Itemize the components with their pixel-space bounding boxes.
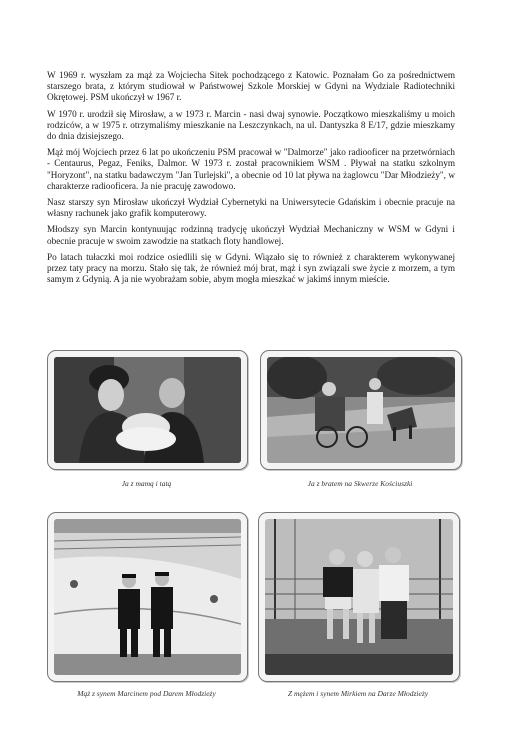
caption-parents: Ja z mamą i tatą: [121, 479, 172, 488]
paragraph-sons-birth: W 1970 r. urodził się Mirosław, a w 1973 r. Marcin - nasi dwaj synowie. Początkowo mieszkaliśmy u moich rodziców, a w 1975 r. otrzymaliśmy mieszkanie na Leszczynkach, na ul. Dantyszka 8 E/17, gdzie mieszkamy do dnia dzisiejszego.: [47, 108, 455, 142]
photo-husband-marcin: [54, 519, 241, 675]
photo-frame-brother: [260, 350, 462, 470]
photo-brother: [267, 357, 455, 463]
caption-brother: Ja z bratem na Skwerze Kościuszki: [307, 479, 413, 488]
photo-parents: [54, 357, 241, 463]
photo-frame-parents: [47, 350, 248, 470]
caption-husband-mirek: Z mężem i synem Mirkiem na Darze Młodzieży: [287, 689, 429, 698]
paragraph-husband-work: Mąż mój Wojciech przez 6 lat po ukończeniu PSM pracował w "Dalmorze" jako radiooficer na przetwórniach - Centaurus, Pegaz, Feniks, Dalmor. W 1973 r. został pracownikiem WSM . Pływał na statku szkolnym "Horyzont", na statku badawczym "Jan Turlejski", a obecnie od 10 lat pływa na żaglowcu "Dar Młodzieży", w charakterze radiooficera. Ja nie pracuję zawodowo.: [47, 147, 455, 191]
photo-frame-husband-mirek: [258, 512, 460, 682]
photo-husband-mirek: [265, 519, 453, 675]
paragraph-younger-son: Młodszy syn Marcin kontynuując rodzinną tradycję ukończył Wydział Mechaniczny w WSM w Gdyni i obecnie pracuje w swoim zawodzie na statkach floty handlowej.: [47, 224, 455, 246]
memoir-text: [47, 70, 455, 290]
paragraph-marriage: W 1969 r. wyszłam za mąż za Wojciecha Sitek pochodzącego z Katowic. Poznałam Go za pośrednictwem starszego brata, z którym studiował w Państwowej Szkole Morskiej w Gdyni na Wydziale Radiotechniki Okrętowej. PSM ukończył w 1967 r.: [47, 70, 455, 103]
caption-husband-marcin: Mąż z synem Marcinem pod Darem Młodzieży: [77, 689, 216, 698]
photo-frame-husband-marcin: [47, 512, 248, 682]
paragraph-gdynia: Po latach tułaczki moi rodzice osiedlili się w Gdyni. Wiązało się to również z charakterem wykonywanej przez taty pracy na morzu. Stało się tak, że również mój brat, mąż i syn związali swe życie z morzem, a tym samym z Gdynią. A ja nie wyobrażam sobie, abym mogła mieszkać w jakimś innym mieście.: [47, 251, 455, 285]
paragraph-older-son: Nasz starszy syn Mirosław ukończył Wydział Cybernetyki na Uniwersytecie Gdańskim i obecnie pracuje na własny rachunek jako grafik komputerowy.: [47, 197, 455, 219]
